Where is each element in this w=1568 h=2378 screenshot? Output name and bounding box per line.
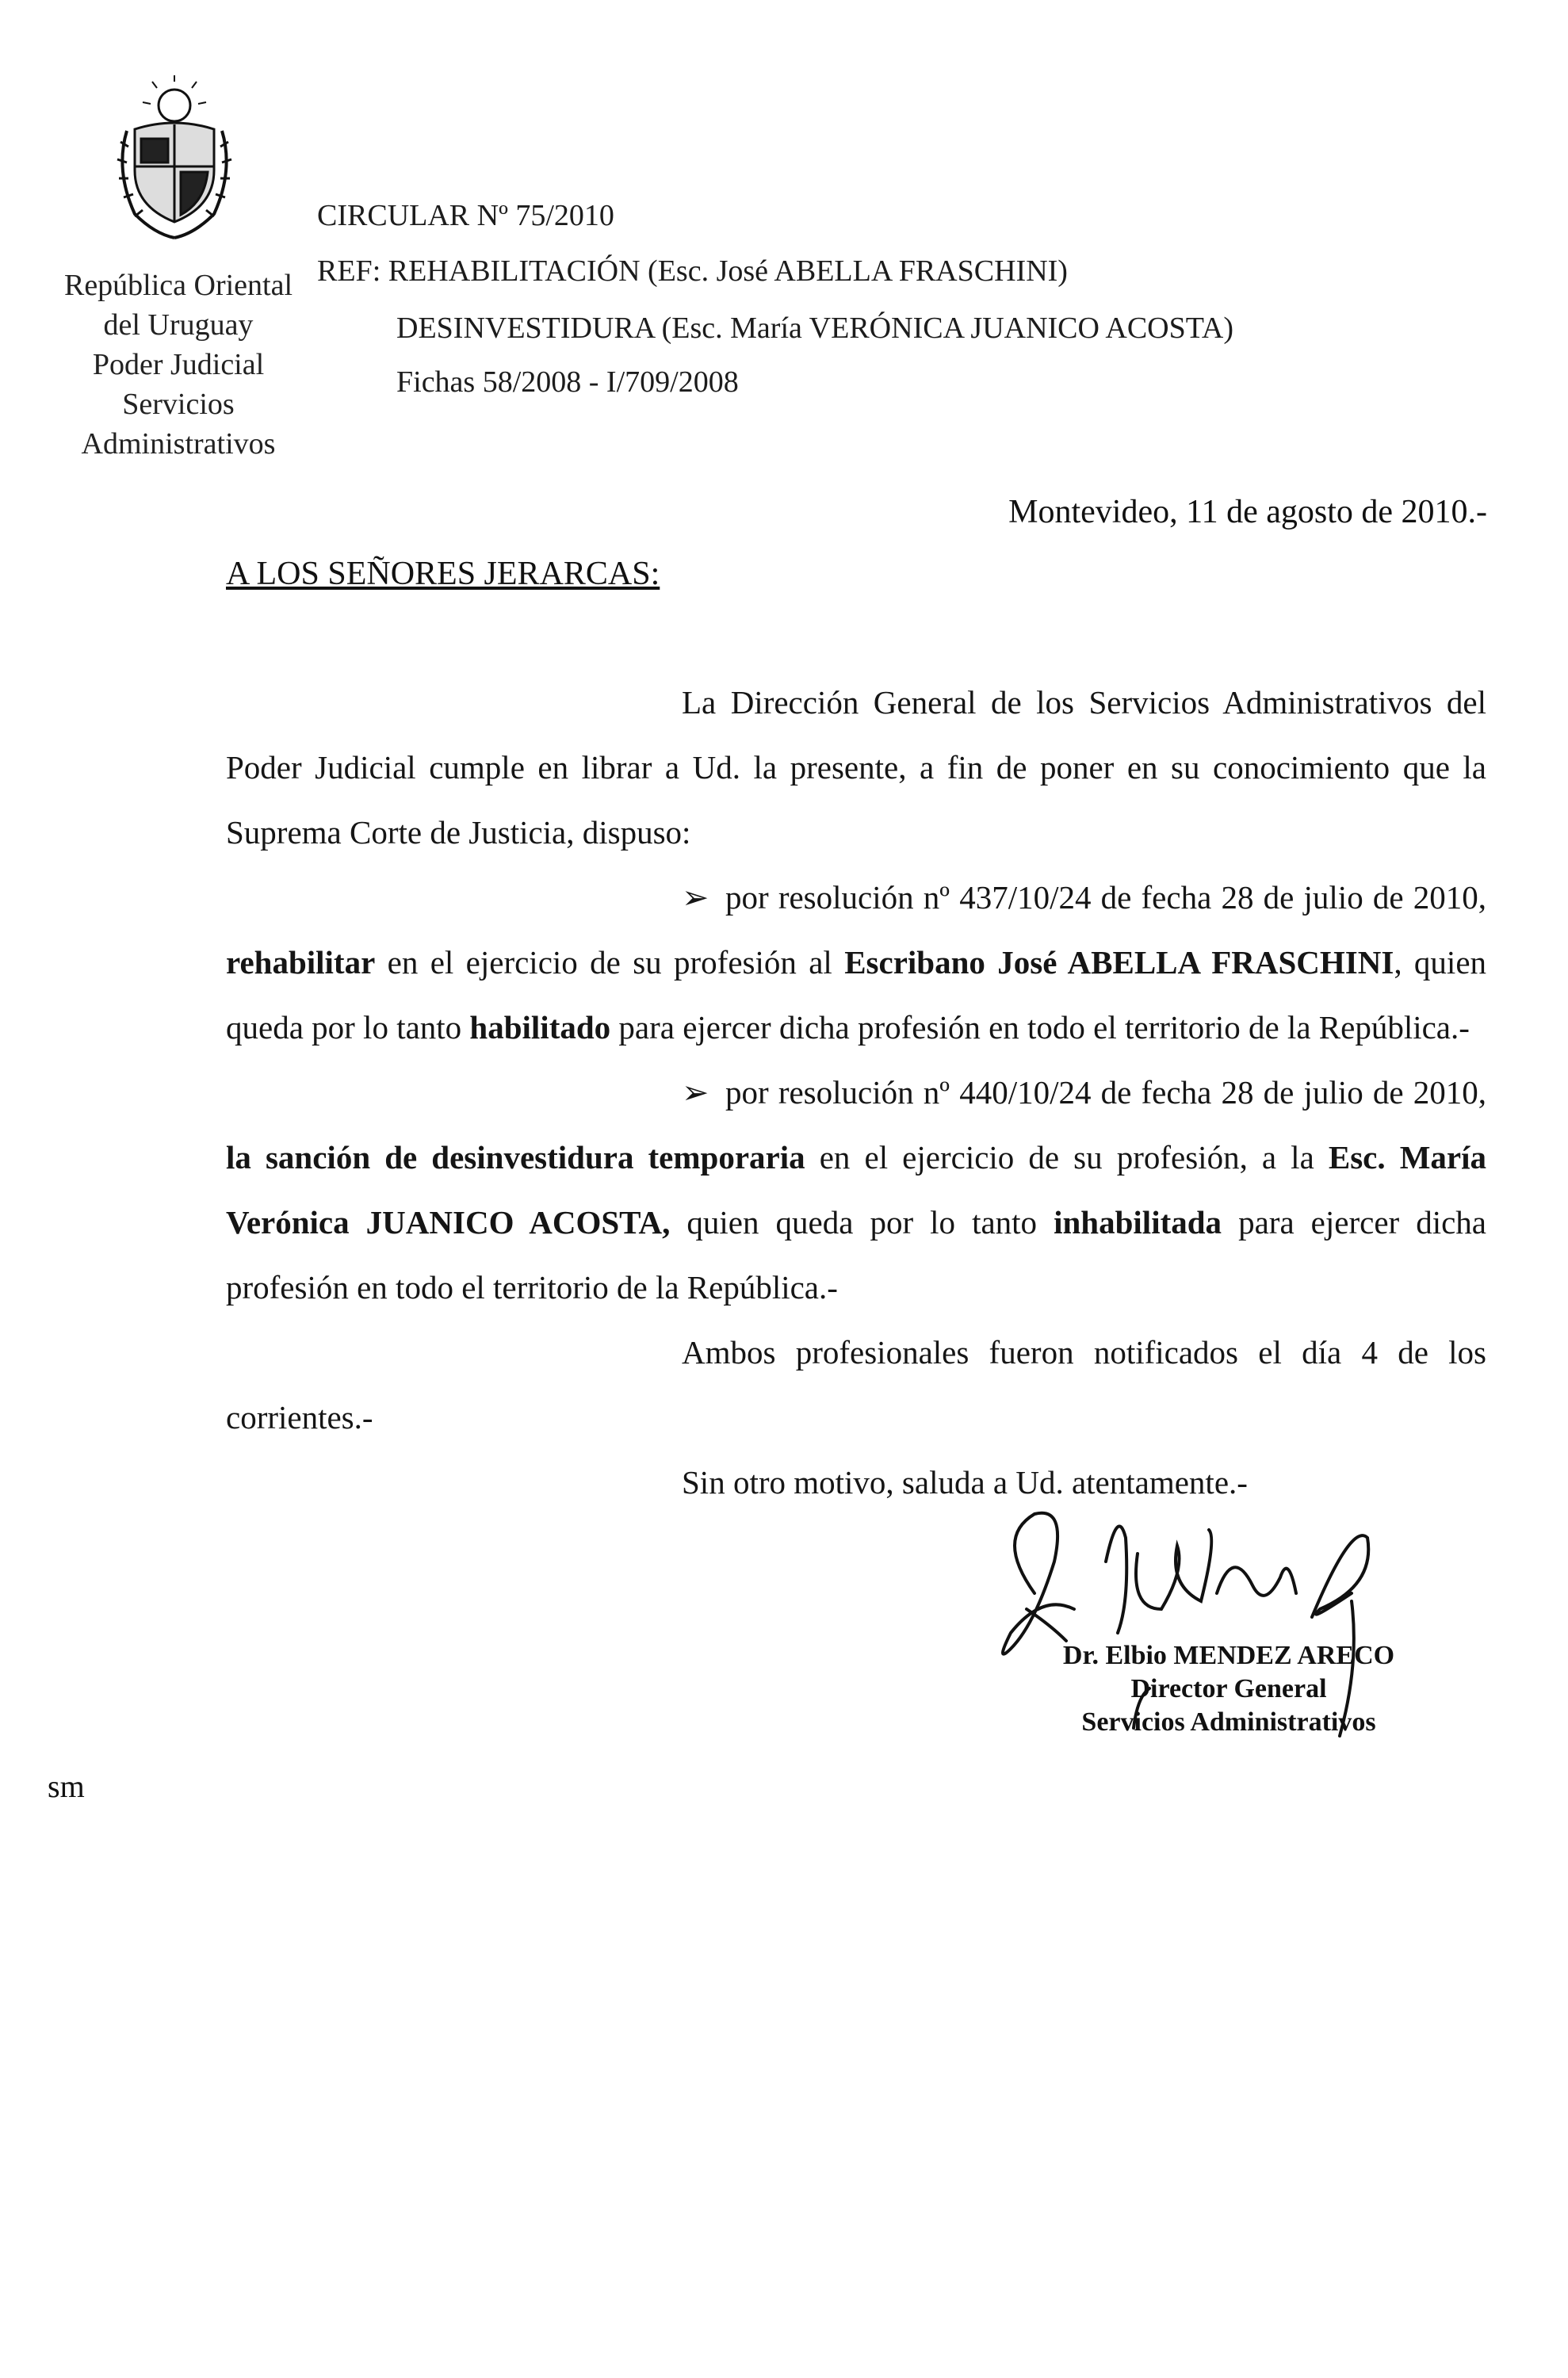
coat-of-arms-logo xyxy=(111,75,238,242)
signatory-name: Dr. Elbio MENDEZ ARECO xyxy=(1062,1641,1395,1670)
resolution-item-1: ➢ por resolución nº 437/10/24 de fecha 28 de julio de 2010, rehabilitar en el ejercicio de su profesión al Escribano José ABELLA FRASCHINI, quien queda por lo tanto habilitado para ejercer dicha profesión en todo el territorio de la República.- xyxy=(226,865,1486,1060)
bullet-arrow-icon: ➢ xyxy=(682,1074,709,1111)
reference-line-1: REF: REHABILITACIÓN (Esc. José ABELLA FRASCHINI) xyxy=(317,254,1068,288)
issuing-organization xyxy=(48,266,309,464)
resolution-item-2: ➢ por resolución nº 440/10/24 de fecha 28 de julio de 2010, la sanción de desinvestidura temporaria en el ejercicio de su profesión, a la Esc. María Verónica JUANICO ACOSTA, quien queda por lo tanto inhabilitada para ejercer dicha profesión en todo el territorio de la República.- xyxy=(226,1060,1486,1320)
org-line: del Uruguay xyxy=(103,308,254,342)
letter-body xyxy=(226,670,1486,1515)
notification-paragraph: Ambos profesionales fueron notificados el día 4 de los corrientes.- xyxy=(226,1334,1486,1436)
typist-initials: sm xyxy=(48,1768,85,1804)
org-line: República Oriental xyxy=(63,269,293,302)
org-line: Administrativos xyxy=(81,427,276,461)
closing-line: Sin otro motivo, saluda a Ud. atentamente.- xyxy=(682,1464,1248,1501)
intro-paragraph: La Dirección General de los Servicios Administrativos del Poder Judicial cumple en librar a Ud. la presente, a fin de poner en su conocimiento que la Suprema Corte de Justicia, dispuso: xyxy=(226,684,1486,851)
bullet-arrow-icon: ➢ xyxy=(682,879,709,916)
org-line: Poder Judicial xyxy=(92,348,265,381)
salutation: A LOS SEÑORES JERARCAS: xyxy=(226,556,660,592)
org-line: Servicios xyxy=(122,388,235,421)
reference-line-2: DESINVESTIDURA (Esc. María VERÓNICA JUANICO ACOSTA) xyxy=(396,312,1234,345)
circular-number: CIRCULAR Nº 75/2010 xyxy=(317,199,614,232)
document-date: Montevideo, 11 de agosto de 2010.- xyxy=(1008,494,1487,530)
signatory-title: Director General xyxy=(1130,1674,1327,1703)
signatory-office: Servicios Administrativos xyxy=(1081,1707,1376,1737)
fichas-line: Fichas 58/2008 - I/709/2008 xyxy=(396,365,739,399)
